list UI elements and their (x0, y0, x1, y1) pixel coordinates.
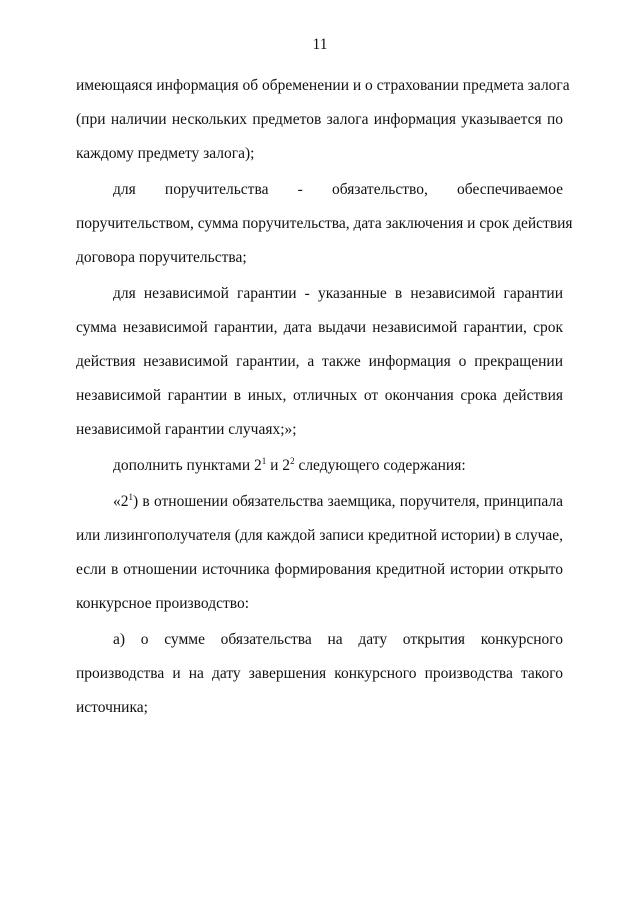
page-number: 11 (312, 36, 328, 53)
text-line: независимой гарантии в иных, отличных от окончания срока действия (76, 387, 563, 404)
text-line: (при наличии нескольких предметов залога информация указывается по (76, 111, 563, 128)
text-line: производства и на дату завершения конкурсного производства такого (76, 665, 563, 682)
text-line: поручительством, сумма поручительства, дата заключения и срок действия (76, 215, 573, 232)
superscript: 2 (290, 455, 295, 466)
text-line: имеющаяся информация об обременении и о страховании предмета залога (76, 77, 570, 94)
text-line: сумма независимой гарантии, дата выдачи независимой гарантии, срок (76, 319, 563, 336)
text-line: или лизингополучателя (для каждой записи кредитной истории) в случае, (76, 527, 563, 544)
text-line: конкурсное производство: (76, 595, 250, 612)
superscript: 1 (261, 455, 267, 466)
text-line: а) о сумме обязательства на дату открытия конкурсного (113, 631, 563, 648)
superscript: 1 (128, 491, 133, 502)
text-line: каждому предмету залога); (76, 145, 255, 162)
text-line (113, 456, 563, 476)
text-line: для независимой гарантии - указанные в независимой гарантии (113, 285, 563, 302)
text-line (113, 492, 563, 512)
text-line: действия независимой гарантии, а также информация о прекращении (76, 353, 563, 370)
text-line: независимой гарантии случаях;»; (76, 421, 297, 438)
text-line: договора поручительства; (76, 249, 247, 266)
text-run: и 2 (266, 457, 291, 474)
text-line: для поручительства - обязательство, обеспечиваемое (113, 181, 563, 198)
text-run: «2 (113, 493, 129, 510)
text-line: если в отношении источника формирования кредитной истории открыто (76, 561, 563, 578)
text-run: ) в отношении обязательства заемщика, поручителя, принципала (133, 493, 563, 510)
text-line: источника; (76, 699, 148, 716)
text-run: следующего содержания: (294, 457, 466, 474)
text-run: дополнить пунктами 2 (113, 457, 262, 474)
